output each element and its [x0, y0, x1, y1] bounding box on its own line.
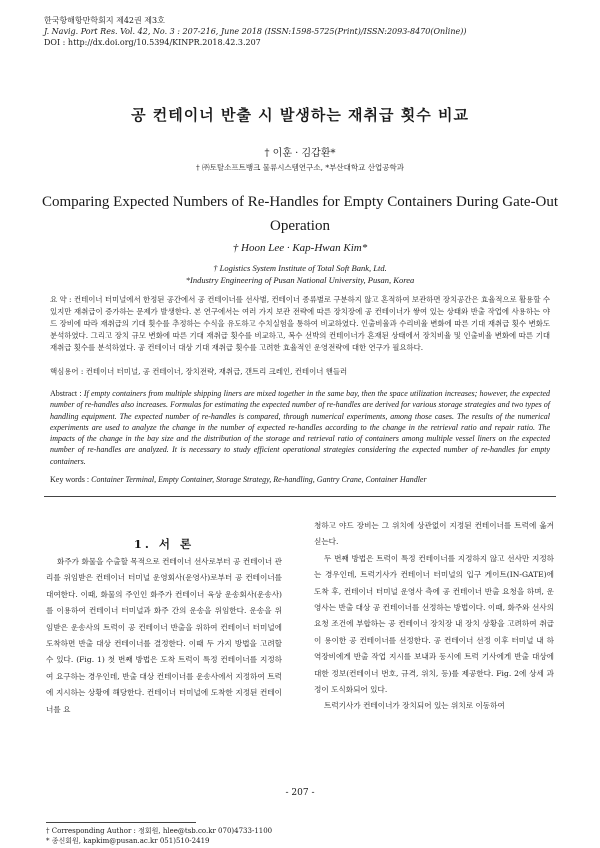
paper-title-korean: 공 컨테이너 반출 시 발생하는 재취급 횟수 비교	[131, 106, 469, 124]
authors-english: † Hoon Lee · Kap-Hwan Kim*	[232, 242, 368, 254]
right-paragraph-3: 트럭기사가 컨테이너가 장치되어 있는 위치로 이동하여	[324, 701, 505, 711]
keywords-english-label: Key words :	[50, 475, 90, 484]
doi: DOI : http://dx.doi.org/10.5394/KINPR.2018.42.3.207	[44, 38, 261, 47]
affiliation-2: *Industry Engineering of Pusan National University, Pusan, Korea	[185, 275, 415, 285]
right-paragraph-1: 청하고 야드 장비는 그 위치에 상관없이 지정된 컨테이너를 트럭에 옮겨 싣는다.	[314, 521, 554, 547]
abstract-english	[50, 388, 550, 467]
section-heading-introduction: 1. 서 론	[133, 537, 195, 551]
authors-korean: † 이훈 · 김갑환*	[264, 148, 336, 159]
citation: J. Navig. Port Res. Vol. 42, No. 3 : 207-216, June 2018 (ISSN:1598-5725(Print)/ISSN:2093-8470(Online))	[44, 27, 467, 36]
abstract-english-text: If empty containers from multiple shipping liners are mixed together in the same bay, then the space utilization increases; however, the expected number of re-handles also increases. Formulas for estimating the expected number of re-handles are derived for various storage strategies and two types of handling equipment. The expected number of re-handles is compared, through numerical experiments, among those cases. The results of the numerical experiments are used to analyze the change in the number of expected re-handles according to the change in the retrieval ratio and repair ratio. The impacts of the change in the bay size and the distribution of the storage and retrieval ratio of containers among multiple vessel liners on the expected number of re-handles are analyzed. It is necessary to study efficient operational strategies considering the expected number of re-handles for empty containers.	[50, 389, 551, 466]
footnote-coauthor: * 종신회원, kapkim@pusan.ac.kr 051)510-2419	[46, 837, 210, 845]
body-right-column	[314, 518, 554, 715]
affiliations-english	[0, 262, 600, 286]
abstract-korean	[50, 294, 550, 354]
abstract-korean-text: 컨테이너 터미널에서 한정된 공간에서 공 컨테이너를 선사별, 컨테이너 종류별로 구분하지 않고 혼적하여 보관하면 장치공간은 효율적으로 활용할 수 있지만 재취급이 증가하는 문제가 발생한다. 본 연구에서는 여러 가지 보관 전략에 따른 장치장에 공 컨테이너가 쌓여 있는 상태와 반출 작업에 사용하는 야드 장비에 따라 재취급의 기대 횟수를 추정하는 수식을 유도하고 수치실험을 통하여 비교하였다. 인출비율과 수리비율 변화에 따른 기대 재취급 횟수 변화도 분석하였다. 그리고 장치 규모 변화에 따른 기대 재취급 횟수를 비교하고, 복수 선박의 컨테이너가 혼재된 상태에서 장치비율 및 인출비율 변화에 따른 기대 재취급 횟수를 분석하였다. 공 컨테이너 대상 기대 재취급 횟수를 고려한 효율적인 운영전략에 대한 연구가 필요하다.	[50, 295, 550, 352]
keywords-korean-text: 컨테이너 터미널, 공 컨테이너, 장치전략, 재취급, 갠트리 크레인, 컨테이너 핸들러	[85, 367, 348, 376]
keywords-english	[50, 474, 550, 485]
keywords-korean-label: 핵심용어 :	[50, 367, 84, 376]
journal-name: 한국항해항만학회지 제42권 제3호	[44, 16, 165, 25]
affiliation-korean: † ㈜토탈소프트뱅크 물류시스템연구소, *부산대학교 산업공학과	[195, 163, 405, 172]
footnote-divider	[46, 822, 196, 823]
journal-header	[44, 15, 466, 48]
abstract-korean-label: 요 약 :	[50, 295, 72, 304]
paper-title-english: Comparing Expected Numbers of Re-Handles for Empty Containers During Gate-Out Operation	[41, 194, 559, 234]
keywords-korean	[50, 366, 550, 378]
abstract-english-label: Abstract :	[50, 389, 82, 398]
header-divider	[44, 496, 556, 497]
keywords-english-text: Container Terminal, Empty Container, Storage Strategy, Re-handling, Gantry Crane, Container Handler	[91, 475, 427, 484]
footnote-corresponding-author: † Corresponding Author : 정회원, hlee@tsb.co.kr 070)4733-1100	[46, 827, 273, 835]
page-number: - 207 -	[285, 788, 315, 798]
body-left-column: 화주가 화물을 수출할 목적으로 컨테이너 선사로부터 공 컨테이너 관리를 위임받은 컨테이너 터미널 운영회사(운영사)로부터 공 컨테이너를 대여한다. 이때, 화물의 주인인 화주가 컨테이너 육상 운송회사(운송사)를 이용하여 컨테이너 터미널과 화주 간의 운송을 위임한다. 운송을 위임받은 운송사의 트럭이 공 컨테이너 반출을 위하여 컨테이너 터미널에 도착하면 반출 대상 컨테이너를 결정한다. 이때 두 가지 방법을 고려할 수 있다. (Fig. 1) 첫 번째 방법은 도착 트럭이 특정 컨테이너를 지정하여 요구하는 경우인데, 반출 대상 컨테이너를 운송사에서 지정하여 트럭에 지시하는 상황에 해당한다. 컨테이너 터미널에 도착한 지정된 컨테이너를 요	[46, 557, 282, 714]
right-paragraph-2: 두 번째 방법은 트럭이 특정 컨테이너를 지정하지 않고 선사만 지정하는 경우인데, 트럭기사가 컨테이너 터미널의 입구 게이트(IN-GATE)에 도착 후, 컨테이너 터미널 운영사 측에 공 컨테이너 반출 요청을 하며, 운영사는 반출 대상 공 컨테이너를 선정하는 방법이다. 이때, 화주와 선사의 요청 조건에 부합하는 공 컨테이너 장치장 내 장치 상황을 고려하여 취급이 용이한 공 컨테이너를 선정한다. 공 컨테이너 선정 이후 터미널 내 하역장비에게 반출 작업 지시를 보내과 동시에 트럭 기사에게 반출 대상에 대한 정보(컨테이너 번호, 규격, 위치, 등)를 제공한다. Fig. 2에 상세 과정이 도식화되어 있다.	[314, 553, 554, 695]
affiliation-1: † Logistics System Institute of Total Soft Bank, Ltd.	[213, 263, 387, 273]
